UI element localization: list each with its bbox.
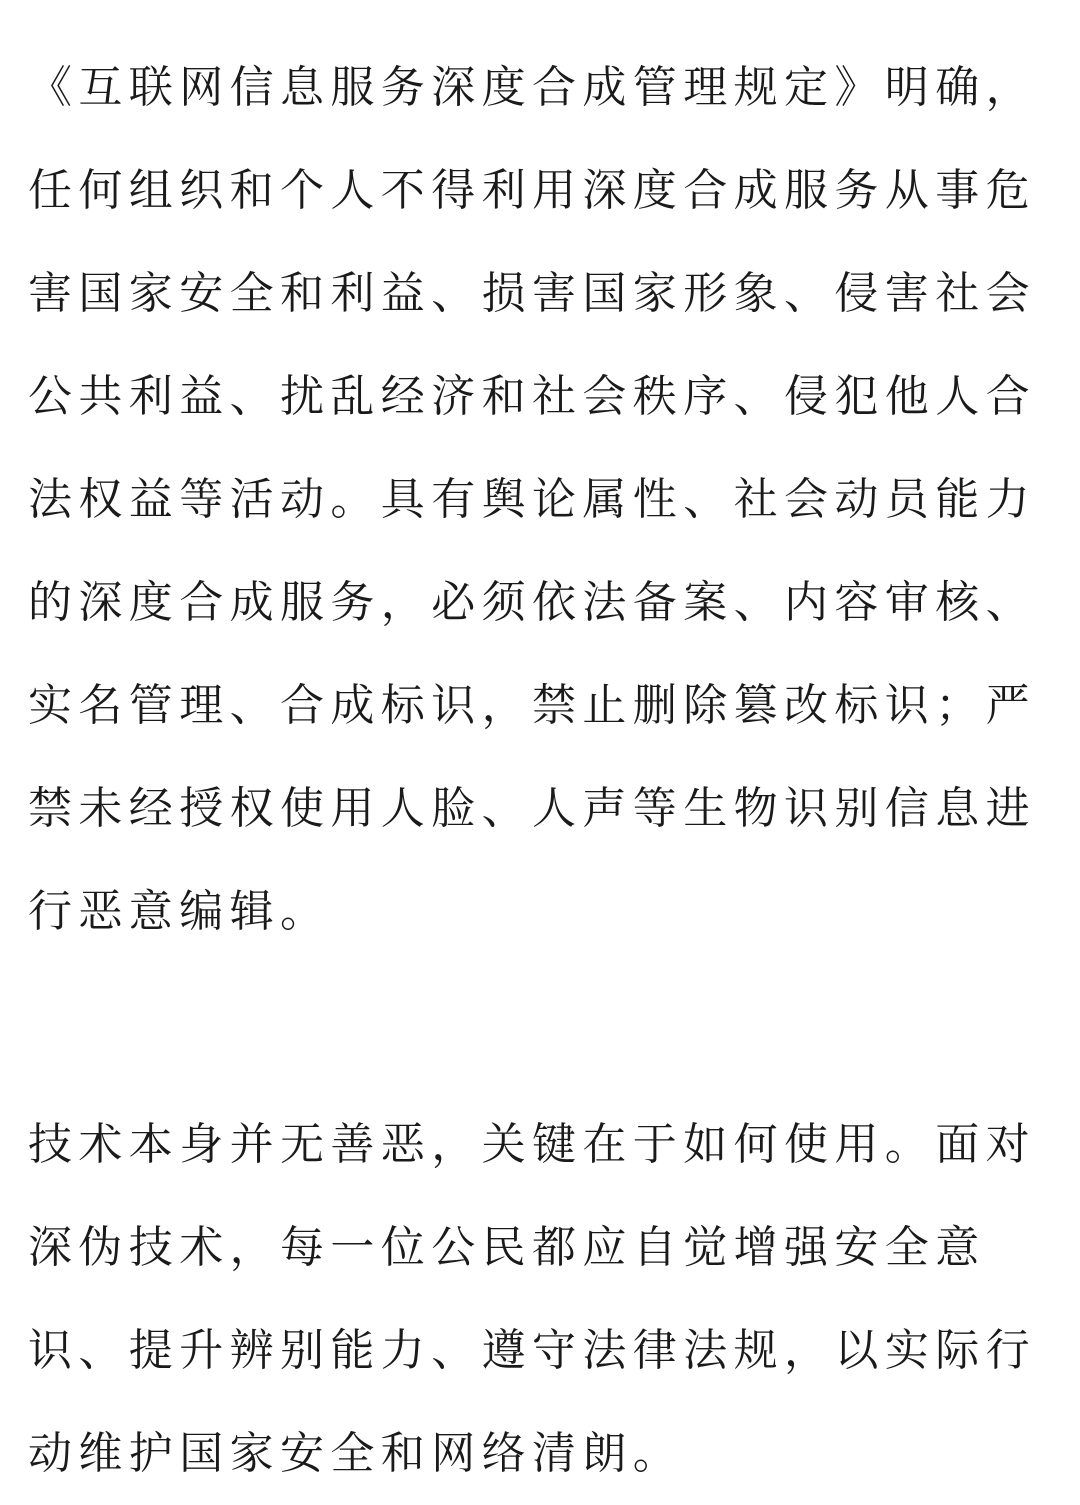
text-line: 的深度合成服务，必须依法备案、内容审核、 (28, 577, 1036, 628)
text-line: 深伪技术，每一位公民都应自觉增强安全意 (28, 1222, 986, 1273)
paragraph-regulation (28, 36, 1052, 963)
text-line: 行恶意编辑。 (28, 886, 331, 937)
paragraph-conclusion (28, 1093, 1052, 1505)
paragraph-spacer (28, 963, 1052, 1093)
text-line: 公共利益、扰乱经济和社会秩序、侵犯他人合 (28, 371, 1036, 422)
text-line: 动维护国家安全和网络清朗。 (28, 1428, 684, 1479)
text-line: 法权益等活动。具有舆论属性、社会动员能力 (28, 474, 1036, 525)
text-line: 识、提升辨别能力、遵守法律法规，以实际行 (28, 1325, 1036, 1376)
text-line: 实名管理、合成标识，禁止删除篡改标识；严 (28, 680, 1036, 731)
text-line: 《互联网信息服务深度合成管理规定》明确， (28, 62, 1036, 113)
text-line: 技术本身并无善恶，关键在于如何使用。面对 (28, 1119, 1036, 1170)
text-line: 禁未经授权使用人脸、人声等生物识别信息进 (28, 783, 1036, 834)
text-line: 任何组织和个人不得利用深度合成服务从事危 (28, 165, 1036, 216)
article-body (28, 36, 1052, 1505)
text-line: 害国家安全和利益、损害国家形象、侵害社会 (28, 268, 1036, 319)
